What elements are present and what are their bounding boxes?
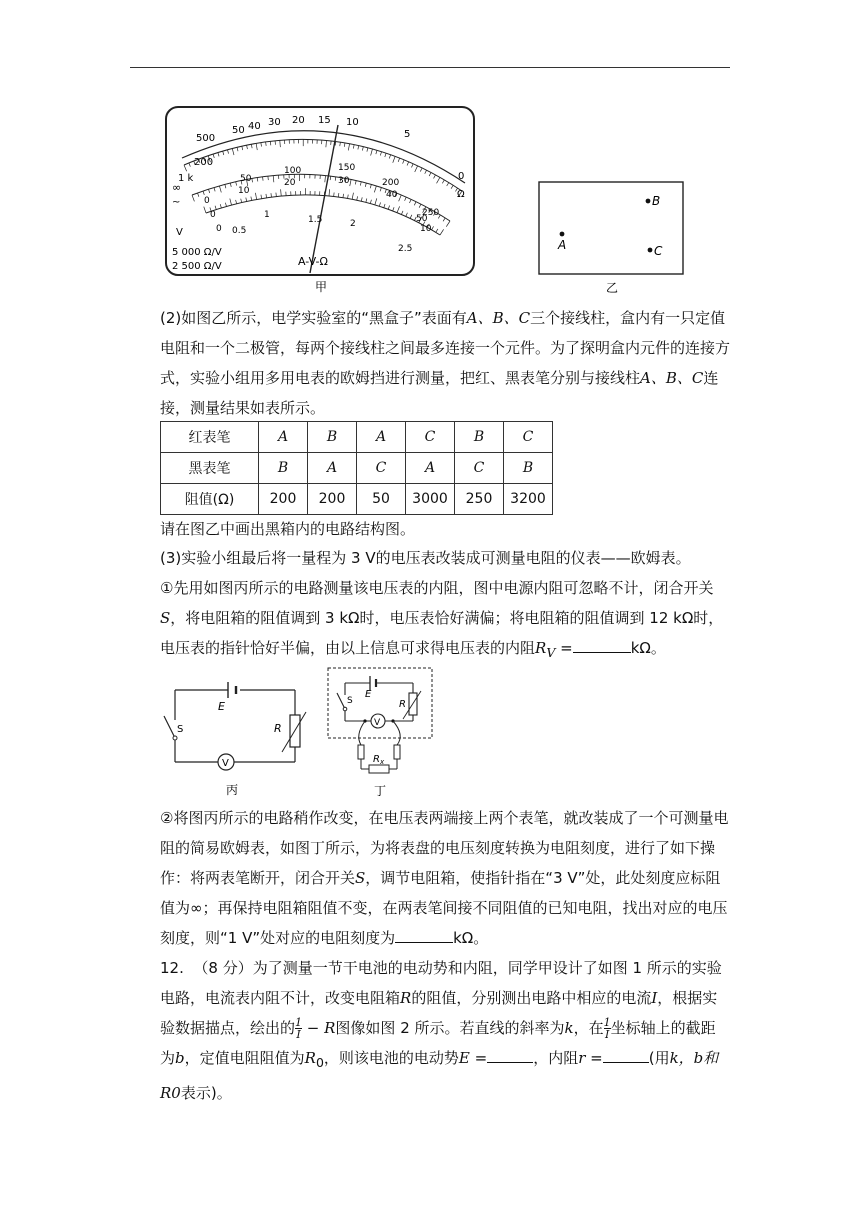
table-cell: 50 [357,484,406,515]
caption-ding: 丁 [374,784,387,798]
caption-jia: 甲 [315,280,328,294]
q12-var-rr: r [578,1049,586,1067]
multimeter-dial-figure [160,103,480,303]
mid-label-10b: 10 [420,224,432,234]
bing-v-label: V [222,758,229,769]
q12-text-10: (用 [648,1049,670,1067]
q12-text-2: 的阻值，分别测出电路中相应的电流 [411,989,652,1007]
table-cell: 3200 [504,484,553,515]
q3-s2-unit: kΩ。 [453,929,489,947]
ohm-label-20: 20 [292,115,305,126]
q12-var-r0: R [304,1049,316,1067]
q12-var-e: E [458,1049,470,1067]
mid-label-100: 100 [284,166,302,176]
table-cell: 3000 [406,484,455,515]
q12-text-7: ，定值电阻阻值为 [184,1049,305,1067]
mid-label-50: 50 [240,174,252,184]
table-cell: 黑表笔 [161,453,259,484]
table-row-resistance [161,484,553,515]
circuit-ding-figure [325,665,435,805]
q12-text-8: ，则该电池的电动势 [323,1049,459,1067]
q2-vars-2: A、B、C [640,369,704,387]
ohm-label-500: 500 [196,133,216,144]
terminal-c-label: C [654,244,663,258]
mid-label-200: 200 [382,178,400,188]
q2-text-1: (2)如图乙所示，电学实验室的“黑盒子”表面有 [160,309,467,327]
ohm-label-30: 30 [268,117,281,128]
q3-s1-text-2: ，将电阻箱的阻值调到 3 kΩ时，电压表恰好满偏；将电阻箱的阻值调到 12 kΩ时，电压表的指针恰好半偏，由以上信息可求得电压表的内阻 [160,609,724,657]
q3-step1 [160,573,730,668]
q12-text-9: ，内阻 [533,1049,579,1067]
ohm-label-5: 5 [404,129,411,140]
ohm-symbol: Ω [457,189,465,200]
table-cell: 200 [259,484,308,515]
volt-label-05: 0.5 [232,226,247,236]
table-cell: C [504,422,553,453]
q2-text-2: 三个接线柱，盒内有一只定值电阻和一个二极管，每两个接线柱之间最多连接一个元件。为了探明盒内元件的连接方式，实验小组用多用电表的欧姆挡进行测量，把红、黑表笔分别与接线柱 [160,309,731,387]
table-cell: C [406,422,455,453]
ding-v-label: V [374,718,381,728]
q3-s1-text-1: ①先用如图丙所示的电路测量该电压表的内阻，图中电源内阻可忽略不计，闭合开关 [160,579,714,597]
terminal-a [560,232,565,237]
ohm-label-200: 200 [194,157,214,168]
q12-text-1: 为了测量一节干电池的电动势和内阻，同学甲设计了如图 1 所示的实验电路，电流表内阻不计，改变电阻箱 [160,959,722,1007]
q3-s1-unit: kΩ。 [630,639,666,657]
volt-label-2: 2 [350,219,356,229]
mid2-label-40: 40 [386,190,398,200]
terminal-c [648,248,653,253]
table-cell: B [455,422,504,453]
q2-instruction: 请在图乙中画出黑箱内的电路结构图。 [160,520,416,538]
bing-e-label: E [218,700,225,713]
q12-text-11: 表示)。 [180,1084,232,1102]
ac-label: ~ [172,197,181,208]
table-cell: A [406,453,455,484]
q12-score: （8 分） [193,959,253,977]
table-row-red [161,422,553,453]
q12-minus-r: − R [302,1019,336,1037]
q12-text-4: 图像如图 2 所示。若直线的斜率为 [335,1019,565,1037]
ohm-label-0: 0 [458,171,465,182]
q12-paragraph: 12. （8 分）为了测量一节干电池的电动势和内阻，同学甲设计了如图 1 所示的实验电路，电流表内阻不计，改变电阻箱R的阻值，分别测出电路中相应的电流I，根据实验数据描点，绘出的 $\frac{1}{I}$ − R图像如图 2 所示。若直线的斜率为k，在 $\frac{1}{I}$ 坐标轴上的截距为b，定值电阻阻值为$R_0$，则该电池的电动势E = ，内阻r = (用k，b和R0表示)。 [160,959,722,1102]
mid-label-0: 0 [204,196,210,206]
table-cell: 红表笔 [161,422,259,453]
answer-blank-rv[interactable] [573,636,631,653]
meter-mode-label: A-V-Ω [298,255,328,268]
terminal-b [646,199,651,204]
spec-5000: 5 000 Ω/V [172,247,222,258]
q3-s2-text-1: ②将图丙所示的电路稍作改变，在电压表两端接上两个表笔，就改装成了一个可测量电阻的简易欧姆表，如图丁所示，为将表盘的电压刻度转换为电阻刻度，进行了如下操作：将两表笔断开，闭合开关 [160,809,729,887]
ding-s-label: S [347,696,353,706]
ohm-label-10: 10 [346,117,359,128]
q12-text-5: ，在 [573,1019,604,1037]
volt-label-0: 0 [216,224,222,234]
table-cell: C [357,453,406,484]
table-row-black [161,453,553,484]
mid2-label-0: 0 [210,210,216,220]
q3-step2 [160,803,730,953]
q3-s2-switch: S [355,869,366,887]
table-cell: 阻值(Ω) [161,484,259,515]
ohm-label-1k: 1 k [178,173,194,184]
volt-label-1: 1 [264,210,270,220]
table-cell: A [357,422,406,453]
q3-s1-rv: R [535,639,547,657]
answer-blank-e[interactable] [487,1046,533,1063]
measurement-table [160,421,553,515]
black-box-figure [536,178,688,296]
q12-text-3: ，根据实验数据描点，绘出的 [160,989,718,1037]
table-cell: A [308,453,357,484]
ohm-label-40: 40 [248,121,261,132]
q2-vars-1: A、B、C [466,309,531,327]
q12-var-i: I [651,989,658,1007]
ding-r-label: R [399,699,406,710]
mid-label-150: 150 [338,163,356,173]
table-cell: A [259,422,308,453]
q3-s2-text-2: ，调节电阻箱，使指针指在“3 V”处，此处刻度应标阻值为∞；再保持电阻箱阻值不变，在两表笔间接不同阻值的已知电阻，找出对应的电压刻度，则“1 V”处对应的电阻刻度为 [160,869,728,947]
q2-paragraph [160,303,730,423]
table-cell: B [308,422,357,453]
q3-s1-rv-sub: V [546,645,556,660]
header-rule [130,67,730,68]
q2-text-3: 连接，测量结果如表所示。 [160,369,719,417]
table-cell: 200 [308,484,357,515]
mid2-label-30: 30 [338,176,350,186]
q3-s1-switch: S [160,609,171,627]
terminal-a-label: A [558,238,567,252]
v-label: V [176,227,183,238]
mid2-label-50: 50 [416,214,428,224]
q12-frac: $\frac{1}{I}$ [295,1016,303,1041]
volt-label-25: 2.5 [398,244,413,254]
answer-blank-r[interactable] [603,1046,649,1063]
caption-bing: 丙 [226,783,239,797]
ohm-label-15: 15 [318,115,331,126]
volt-label-15: 1.5 [308,215,323,225]
ding-e-label: E [365,689,372,700]
table-cell: C [455,453,504,484]
table-cell: 250 [455,484,504,515]
q12-vars-list: k，b和R0 [160,1049,719,1102]
table-cell: B [259,453,308,484]
q12-var-r: R [400,989,412,1007]
ding-rx-label: $R_x$ [373,754,385,766]
q12-var-k: k [564,1019,574,1037]
terminal-b-label: B [652,194,661,208]
ohm-label-inf: ∞ [172,181,182,194]
mid2-label-10: 10 [238,186,250,196]
spec-2500: 2 500 Ω/V [172,261,222,272]
q12-text-6: 坐标轴上的截距为 [160,1019,716,1067]
q3-intro: (3)实验小组最后将一量程为 3 V的电压表改装成可测量电阻的仪表——欧姆表。 [160,549,691,567]
table-cell: B [504,453,553,484]
q12-var-b: b [175,1049,185,1067]
circuit-bing-figure [160,680,310,800]
q3-s1-eq: = [555,639,573,657]
q12-number: 12. [160,959,184,977]
mid-label-250: 250 [422,208,440,218]
caption-yi: 乙 [606,281,619,295]
answer-blank-1v[interactable] [395,926,453,943]
bing-s-label: S [177,724,184,735]
mid2-label-20: 20 [284,178,296,188]
q12-frac-2: $\frac{1}{I}$ [603,1016,611,1041]
ohm-label-50: 50 [232,125,245,136]
bing-r-label: R [274,722,282,735]
